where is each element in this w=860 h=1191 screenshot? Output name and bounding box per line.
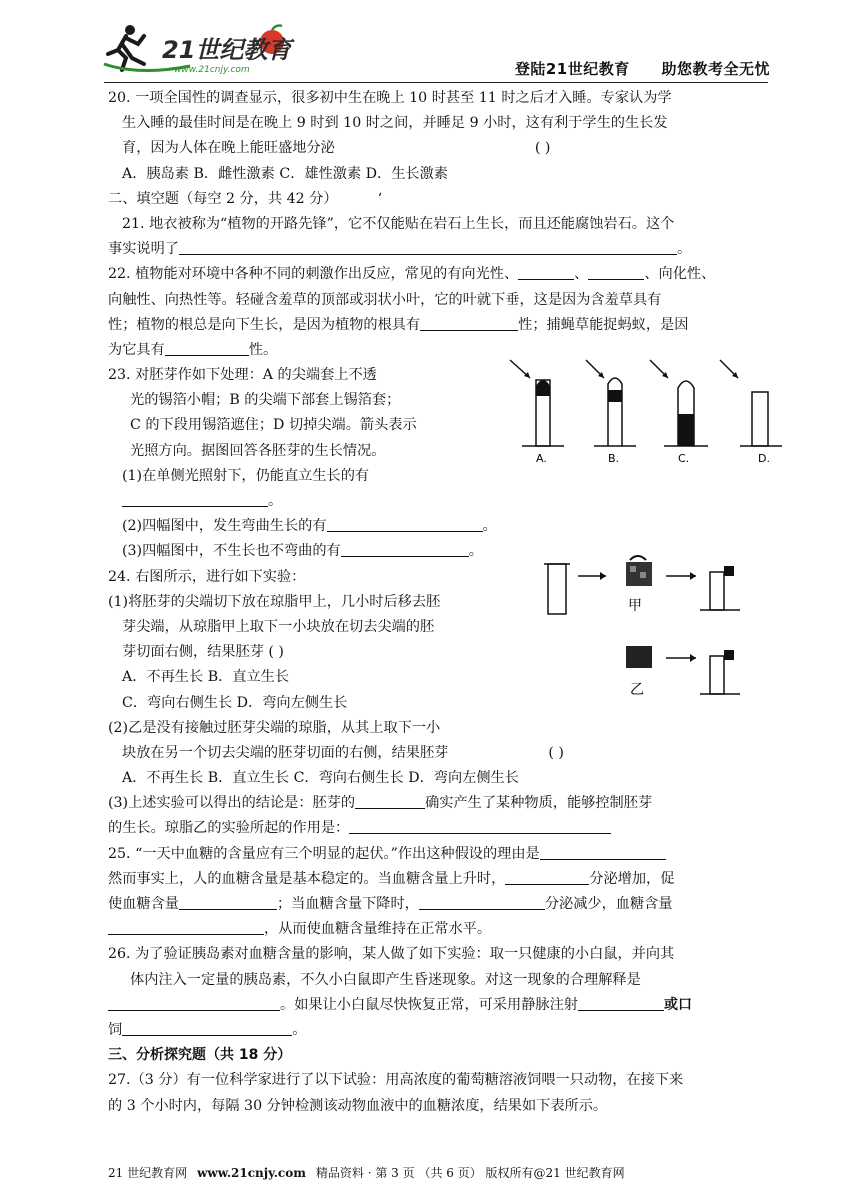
q22-l1b: 、 — [574, 266, 589, 283]
q24-agar-figure — [540, 552, 770, 702]
q24-p2-line-2 — [108, 741, 758, 766]
q23-s1b: 。 — [268, 493, 283, 509]
q22-blank-1[interactable] — [518, 264, 574, 280]
q22-line-2: 向触性、向热性等。轻碰含羞草的顶部或羽状小叶，它的叶就下垂，这是因为含羞草具有 — [108, 291, 662, 308]
fig-label-a: A. — [536, 452, 547, 465]
row-jia — [544, 556, 740, 614]
q24-p2-options: A．不再生长 B．直立生长 C．弯向右侧生长 D．弯向左侧生长 — [122, 770, 519, 787]
page-header — [100, 14, 770, 84]
fig-label-b: B. — [608, 452, 620, 465]
label-yi: 乙 — [630, 682, 644, 698]
q24-p1-line-1: (1)将胚芽的尖端切下放在琼脂甲上，几小时后移去胚 — [108, 593, 441, 610]
row-yi — [626, 646, 740, 698]
q20-options: A．胰岛素 B．雌性激素 C．雄性激素 D．生长激素 — [122, 165, 448, 182]
q25-l2a: 然而事实上，人的血糖含量是基本稳定的。当血糖含量上升时， — [108, 870, 506, 887]
q23-sub-2 — [108, 514, 758, 539]
q24-blank-1[interactable] — [355, 793, 425, 809]
q22-line-3 — [108, 313, 758, 338]
page-footer — [108, 1164, 758, 1181]
label-jia: 甲 — [628, 598, 642, 614]
q26-blank-2[interactable] — [578, 995, 664, 1011]
q24-p3-l1a: (3)上述实验可以得出的结论是：胚芽的 — [108, 795, 356, 812]
q24-p3-line-2 — [108, 816, 758, 841]
q21-suffix: 。 — [676, 241, 692, 258]
q24-p1-options-2: C．弯向右侧生长 D．弯向左侧生长 — [122, 694, 348, 711]
q24-p1-line-2: 芽尖端，从琼脂甲上取下一小块放在切去尖端的胚 — [122, 618, 435, 635]
q25-blank-5[interactable] — [108, 919, 264, 935]
q27-line-2: 的 3 个小时内，每隔 30 分钟检测该动物血液中的血糖浓度，结果如下表所示。 — [108, 1097, 608, 1114]
coleoptile-a — [510, 360, 564, 465]
q25-l3c: 分泌减少，血糖含量 — [544, 896, 673, 912]
q23-blank-2[interactable] — [327, 516, 483, 532]
q23-blank-3[interactable] — [341, 541, 469, 557]
q23-s3b: 。 — [468, 543, 483, 560]
q24-p3-line-1 — [108, 791, 758, 816]
q24-p1-line-3: 芽切面右侧，结果胚芽 ( ) — [122, 644, 284, 661]
q23-line-4: 光照方向。据图回答各胚芽的生长情况。 — [130, 442, 386, 459]
footer-rest: 精品资料 · 第 3 页 （共 6 页） 版权所有@21 世纪教育网 — [315, 1166, 625, 1180]
q23-coleoptile-figure — [500, 356, 790, 476]
q23-s2a: (2)四幅图中，发生弯曲生长的有 — [122, 518, 327, 535]
q22-line-1 — [108, 262, 758, 287]
q23-line-3: C 的下段用锡箔遮住；D 切掉尖端。箭头表示 — [130, 417, 417, 434]
q26-line-4 — [108, 1018, 758, 1043]
slogan-right: 助您教考全无忧 — [661, 60, 770, 78]
slogan-left: 登陆21世纪教育 — [514, 60, 630, 78]
q20-line-3 — [108, 136, 758, 161]
q26-line-2: 体内注入一定量的胰岛素，不久小白鼠即产生昏迷现象。对这一现象的合理解释是 — [130, 971, 641, 988]
q24-p2-line-1: (2)乙是没有接触过胚芽尖端的琼脂，从其上取下一小 — [108, 719, 441, 736]
q21-blank[interactable] — [179, 239, 677, 255]
q24-p3-l2: 的生长。琼脂乙的实验所起的作用是： — [108, 820, 350, 837]
q25-blank-1[interactable] — [540, 844, 666, 860]
q25-line-3 — [108, 892, 758, 917]
footer-url[interactable]: www.21cnjy.com — [197, 1166, 306, 1180]
coleoptile-c — [650, 360, 708, 465]
logo-url-text: www.21cnjy.com — [174, 65, 250, 75]
q22-l3a: 性；植物的根总是向下生长，是因为植物的根具有 — [108, 316, 421, 333]
q22-blank-4[interactable] — [165, 340, 249, 356]
q25-line-1 — [108, 842, 758, 867]
q20-stem-end: 育，因为人体在晚上能旺盛地分泌 — [122, 140, 335, 157]
q26-l4b: 。 — [292, 1021, 307, 1038]
q23-s3a: (3)四幅图中，不生长也不弯曲的有 — [122, 543, 341, 560]
q20-line-2: 生入睡的最佳时间是在晚上 9 时到 10 时之间，并睡足 9 小时，这有利于学生的生长发 — [122, 115, 668, 132]
q25-line-4 — [108, 917, 758, 942]
q25-l4: ，从而使血糖含量维持在正常水平。 — [264, 921, 492, 938]
q23-line-1: 23. 对胚芽作如下处理：A 的尖端套上不透 — [108, 367, 377, 384]
q25-blank-4[interactable] — [419, 894, 545, 910]
stray-mark: ‘ — [377, 190, 383, 207]
q22-l4a: 为它具有 — [108, 341, 165, 358]
q22-l1a: 22. 植物能对环境中各种不同的刺激作出反应，常见的有向光性、 — [108, 266, 519, 283]
footer-site: 21 世纪教育网 — [108, 1166, 188, 1180]
site-logo — [100, 14, 320, 82]
q25-line-2 — [108, 867, 758, 892]
q25-blank-2[interactable] — [505, 869, 589, 885]
section-3-title: 三、分析探究题（共 18 分） — [108, 1047, 292, 1064]
q24-p3-l1b: 确实产生了某种物质，能够控制胚芽 — [425, 795, 653, 812]
q22-blank-3[interactable] — [420, 315, 518, 331]
fig-label-d: D. — [758, 452, 770, 465]
header-slogan — [515, 58, 770, 79]
q23-line-2: 光的锡箔小帽；B 的尖端下部套上锡箔套； — [130, 392, 401, 409]
coleoptile-d — [720, 360, 782, 465]
header-divider — [104, 82, 768, 83]
q25-l1: 25. “一天中血糖的含量应有三个明显的起伏。”作出这种假设的理由是 — [108, 845, 540, 862]
q23-s2b: 。 — [482, 518, 497, 535]
q26-line-1: 26. 为了验证胰岛素对血糖含量的影响，某人做了如下实验：取一只健康的小白鼠，并向其 — [108, 946, 675, 963]
q26-blank-3[interactable] — [122, 1020, 292, 1036]
q26-l3b: 或口 — [663, 996, 692, 1013]
logo-text: 21世纪教育 — [162, 36, 292, 64]
q20-line-1: 20. 一项全国性的调查显示，很多初中生在晚上 10 时甚至 11 时之后才入睡。专家认为学 — [108, 90, 672, 106]
q26-l4a: 饲 — [108, 1021, 123, 1038]
q21-prefix: 事实说明了 — [108, 241, 179, 258]
q25-l3b: ；当血糖含量下降时， — [276, 896, 419, 912]
q23-sub-1: (1)在单侧光照射下，仍能直立生长的有 — [122, 467, 370, 484]
q25-l3a: 使血糖含量 — [108, 896, 179, 912]
q22-l4b: 性。 — [248, 341, 278, 358]
q20-answer-paren: ( ) — [534, 140, 551, 157]
q26-l3a: 。如果让小白鼠尽快恢复正常，可采用静脉注射 — [280, 996, 578, 1013]
q25-l2b: 分泌增加，促 — [589, 870, 675, 887]
q22-l1c: 、向化性、 — [644, 266, 716, 283]
fig-label-c: C. — [678, 452, 690, 465]
section-2-title — [108, 187, 758, 212]
q27-line-1: 27.（3 分）有一位科学家进行了以下试验：用高浓度的葡萄糖溶液饲喂一只动物，在接下来 — [108, 1072, 684, 1089]
q21-line-2 — [108, 237, 758, 262]
coleoptile-b — [586, 360, 636, 465]
q23-blank-1[interactable] — [122, 491, 268, 507]
q22-blank-2[interactable] — [588, 264, 644, 280]
q24-p1-options-1: A．不再生长 B．直立生长 — [122, 669, 290, 686]
q24-line-1: 24. 右图所示，进行如下实验： — [108, 568, 306, 585]
section-2-title-text: 二、填空题（每空 2 分，共 42 分） — [108, 190, 338, 207]
q26-line-3 — [108, 993, 758, 1018]
q24-p2-stem: 块放在另一个切去尖端的胚芽切面的右侧，结果胚芽 — [122, 744, 449, 761]
q25-blank-3[interactable] — [179, 894, 277, 910]
q21-line-1: 21. 地衣被称为“植物的开路先锋”，它不仅能贴在岩石上生长，而且还能腐蚀岩石。这个 — [122, 215, 675, 232]
q24-p2-paren: ( ) — [548, 744, 564, 761]
q24-blank-2[interactable] — [349, 818, 611, 834]
q22-l3b: 性；捕蝇草能捉蚂蚁，是因 — [518, 316, 689, 333]
q26-blank-1[interactable] — [108, 995, 280, 1011]
q23-sub-1-answer — [108, 489, 758, 514]
